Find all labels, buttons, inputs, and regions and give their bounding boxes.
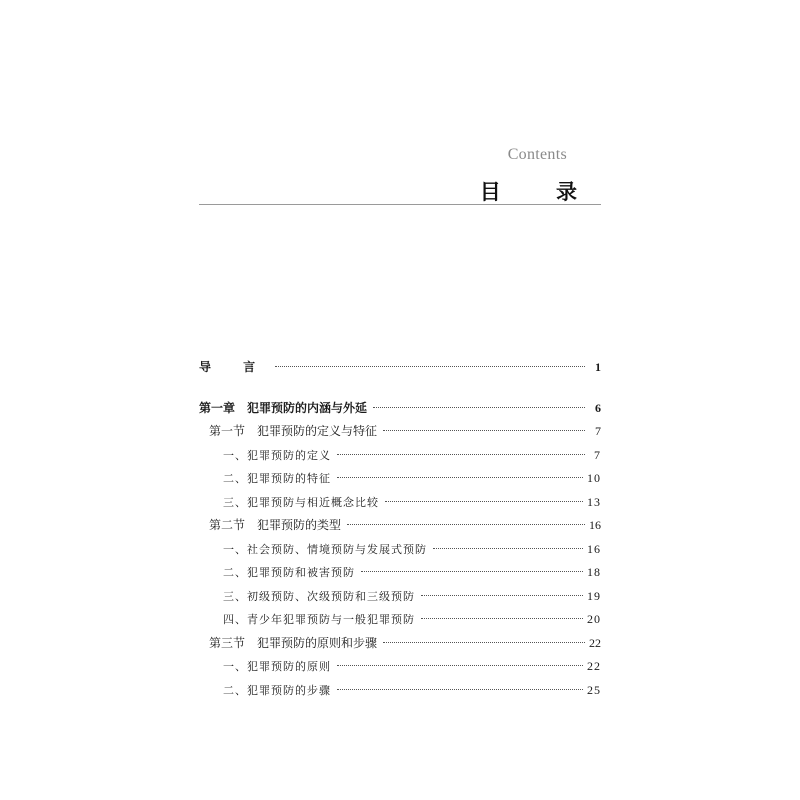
- toc-subsection[interactable]: [199, 444, 601, 468]
- toc-subsection[interactable]: [199, 585, 601, 609]
- toc-leader-dots: [383, 430, 585, 431]
- toc-entry-label: 二、犯罪预防的步骤: [223, 683, 331, 697]
- toc-page-number: 25: [587, 682, 601, 697]
- toc-entry-label: 第三节 犯罪预防的原则和步骤: [209, 635, 378, 650]
- toc-entry-label: 一、社会预防、情境预防与发展式预防: [223, 542, 427, 556]
- contents-chinese-title: 目 录: [479, 179, 601, 204]
- toc-page-number: 22: [589, 635, 601, 650]
- toc-section[interactable]: [199, 514, 601, 538]
- toc-leader-dots: [361, 571, 583, 572]
- toc-entry-label: 第一节 犯罪预防的定义与特征: [209, 424, 378, 438]
- toc-leader-dots: [373, 407, 585, 408]
- toc-entry-label: 二、犯罪预防的特征: [223, 472, 331, 485]
- toc-leader-dots: [421, 618, 583, 619]
- title-divider: [199, 204, 601, 205]
- toc-page-number: 1: [595, 360, 601, 374]
- table-of-contents: [199, 356, 601, 702]
- toc-entry-label: 三、犯罪预防与相近概念比较: [223, 495, 379, 509]
- toc-page-number: 7: [595, 424, 601, 438]
- toc-leader-dots: [337, 689, 583, 690]
- toc-page-number: 7: [594, 447, 601, 462]
- toc-entry-label: 三、初级预防、次级预防和三级预防: [223, 589, 415, 603]
- toc-section[interactable]: [199, 420, 601, 444]
- toc-page-number: 6: [595, 400, 601, 415]
- toc-leader-dots: [337, 454, 585, 455]
- toc-subsection[interactable]: [199, 538, 601, 562]
- toc-leader-dots: [337, 665, 583, 666]
- toc-entry-label: 第二节 犯罪预防的类型: [209, 518, 342, 532]
- toc-page-number: 18: [587, 565, 601, 579]
- contents-english-title: Contents: [507, 146, 567, 163]
- toc-entry-label: 一、犯罪预防的原则: [223, 660, 331, 673]
- toc-intro[interactable]: [199, 356, 601, 380]
- toc-entry-label: 二、犯罪预防和被害预防: [223, 566, 355, 579]
- toc-leader-dots: [347, 524, 585, 525]
- toc-page-number: 16: [587, 541, 601, 556]
- toc-page-number: 10: [587, 471, 601, 485]
- toc-leader-dots: [275, 366, 585, 367]
- toc-leader-dots: [433, 548, 583, 549]
- toc-page-number: 16: [589, 518, 601, 532]
- toc-leader-dots: [421, 595, 583, 596]
- toc-page-number: 19: [587, 588, 601, 603]
- toc-entry-label: 第一章 犯罪预防的内涵与外延: [199, 400, 368, 415]
- toc-subsection[interactable]: [199, 561, 601, 585]
- toc-page-number: 22: [587, 659, 601, 673]
- toc-subsection[interactable]: [199, 655, 601, 679]
- toc-chapter-1[interactable]: [199, 397, 601, 421]
- toc-leader-dots: [383, 642, 585, 643]
- toc-subsection[interactable]: [199, 679, 601, 703]
- toc-page-number: 13: [587, 494, 601, 509]
- toc-entry-label: 导 言: [199, 360, 270, 374]
- toc-entry-label: 四、青少年犯罪预防与一般犯罪预防: [223, 613, 415, 626]
- toc-subsection[interactable]: [199, 467, 601, 491]
- toc-leader-dots: [337, 477, 583, 478]
- toc-subsection[interactable]: [199, 608, 601, 632]
- toc-leader-dots: [385, 501, 583, 502]
- toc-entry-label: 一、犯罪预防的定义: [223, 448, 331, 462]
- toc-page-number: 20: [587, 612, 601, 626]
- toc-section[interactable]: [199, 632, 601, 656]
- toc-subsection[interactable]: [199, 491, 601, 515]
